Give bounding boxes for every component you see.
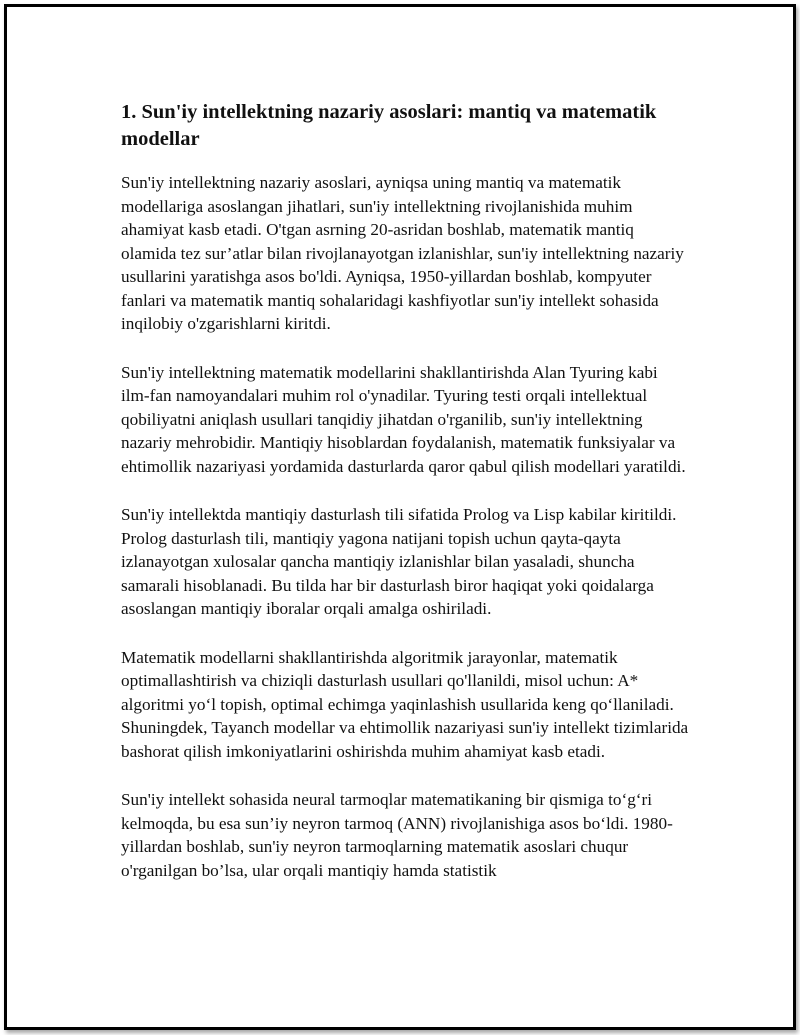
paragraph-2: Sun'iy intellektning matematik modellarini shakllantirishda Alan Tyuring kabi ilm-fan namoyandalari muhim rol o'ynadilar. Tyuring testi orqali intellektual qobiliyatni aniqlash usullari tanqidiy jihatdan o'rganilib, sun'iy intellektning nazariy mehrobidir. Mantiqiy hisoblardan foydalanish, matematik funksiyalar va ehtimollik nazariyasi yordamida dasturlarda qaror qabul qilish modellari yaratildi. <box>121 362 686 476</box>
section-heading: 1. Sun'iy intellektning nazariy asoslari: mantiq va matematik modellar <box>121 101 657 150</box>
paragraph-1: Sun'iy intellektning nazariy asoslari, ayniqsa uning mantiq va matematik modellariga asoslangan jihatlari, sun'iy intellektning rivojlanishida muhim ahamiyat kasb etadi. O'tgan asrning 20-asridan boshlab, matematik mantiq olamida tez sur’atlar bilan rivojlanayotgan izlanishlar, sun'iy intellektning nazariy usullarini yaratishga asos bo'ldi. Ayniqsa, 1950-yillardan boshlab, kompyuter fanlari va matematik mantiq sohalaridagi kashfiyotlar sun'iy intellekt sohasida inqilobiy o'zgarishlarni kiritdi. <box>121 173 684 333</box>
paragraph-4: Matematik modellarni shakllantirishda algoritmik jarayonlar, matematik optimallashtirish va chiziqli dasturlash usullari qo'llanildi, misol uchun: A* algoritmi yo‘l topish, optimal echimga yaqinlashish usullarida keng qo‘llaniladi. Shuningdek, Tayanch modellar va ehtimollik nazariyasi sun'iy intellekt tizimlarida bashorat qilish imkoniyatlarini oshirishda muhim ahamiyat kasb etadi. <box>121 647 689 761</box>
paragraph-5: Sun'iy intellekt sohasida neural tarmoqlar matematikaning bir qismiga to‘g‘ri kelmoqda, bu esa sun’iy neyron tarmoq (ANN) rivojlanishiga asos bo‘ldi. 1980-yillardan boshlab, sun'iy neyron tarmoqlarning matematik asoslari chuqur o'rganilgan bo’lsa, ular orqali mantiqiy hamda statistik <box>121 790 673 880</box>
document-page <box>4 4 796 1030</box>
document-content <box>121 99 689 907</box>
paragraph-3: Sun'iy intellektda mantiqiy dasturlash tili sifatida Prolog va Lisp kabilar kiritildi. Prolog dasturlash tili, mantiqiy yagona natijani topish uchun qayta-qayta izlanayotgan xulosalar qancha mantiqiy izlanishlar bilan yasaladi, shuncha samarali hisoblanadi. Bu tilda har bir dasturlash biror haqiqat yoki qoidalarga asoslangan mantiqiy iboralar orqali amalga oshiriladi. <box>121 505 677 618</box>
